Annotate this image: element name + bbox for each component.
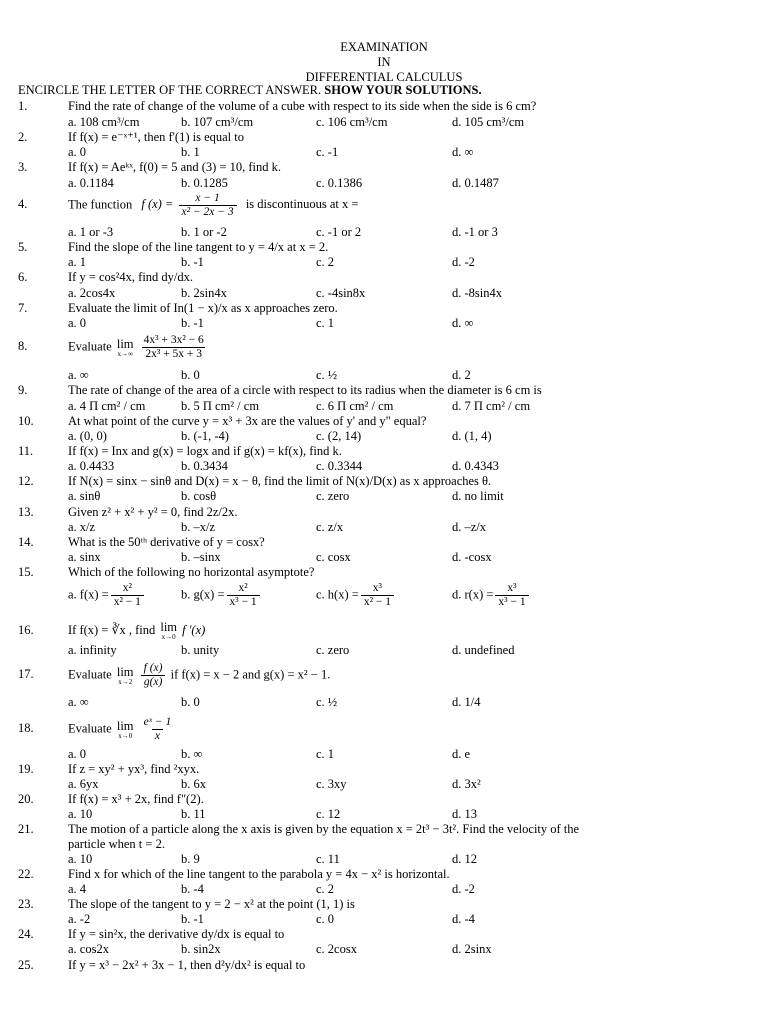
choice-c[interactable]: c. 12 xyxy=(316,807,341,821)
limit-label: lim xyxy=(116,664,134,679)
question-number: 11. xyxy=(18,444,34,458)
choice-c[interactable]: c. 106 cm³/cm xyxy=(316,115,388,129)
choice-c[interactable]: c. 0.1386 xyxy=(316,176,363,190)
question-number: 12. xyxy=(18,474,34,488)
limit-operator xyxy=(160,621,177,641)
choice-c[interactable]: c. (2, 14) xyxy=(316,429,362,443)
question-text-end: if f(x) = x − 2 and g(x) = x² − 1. xyxy=(170,667,331,682)
question-number: 17. xyxy=(18,667,34,682)
choice-d-label: d. r(x) = xyxy=(452,587,494,602)
function-fraction xyxy=(179,192,237,219)
choice-d[interactable]: d. -8sin4x xyxy=(452,286,502,300)
fraction-numerator: f (x) xyxy=(143,662,163,674)
choice-d[interactable]: d. 105 cm³/cm xyxy=(452,115,525,129)
question-number: 24. xyxy=(18,927,34,941)
choice-a-fraction xyxy=(111,582,144,609)
question-text: The function xyxy=(68,197,133,212)
choice-b[interactable]: b. 11 xyxy=(181,807,206,821)
choice-d[interactable]: d. 3x² xyxy=(452,777,481,791)
choice-d[interactable]: d. 2 xyxy=(452,368,471,382)
choice-b[interactable]: b. -1 xyxy=(181,255,204,269)
exam-title: EXAMINATION xyxy=(340,40,428,54)
question-text: The rate of change of the area of a circle with respect to its radius when the diameter is 6 cm is xyxy=(68,383,542,397)
choice-c[interactable]: c. -1 xyxy=(316,145,339,159)
fraction-denominator: x³ − 1 xyxy=(227,595,260,609)
choice-c[interactable]: c. 0.3344 xyxy=(316,459,363,473)
choice-b-label: b. g(x) = xyxy=(181,587,225,602)
question-text: Find the rate of change of the volume of a cube with respect to its side when the side is 6 cm? xyxy=(68,99,537,113)
question-number: 3. xyxy=(18,160,28,174)
choice-b[interactable]: b. 0 xyxy=(181,368,200,382)
question-text: Evaluate xyxy=(68,721,112,736)
question-text: If y = sin²x, the derivative dy/dx is equal to xyxy=(68,927,285,941)
choice-a[interactable]: a. infinity xyxy=(68,643,117,657)
fraction-numerator: x³ xyxy=(507,582,517,594)
choice-b[interactable]: b. –x/z xyxy=(181,520,216,534)
choice-d[interactable] xyxy=(452,582,531,609)
fraction-numerator: 4x³ + 3x² − 6 xyxy=(143,334,204,346)
fraction-denominator: x² − 2x − 3 xyxy=(179,205,237,219)
question-number: 25. xyxy=(18,958,34,972)
question-number: 19. xyxy=(18,762,34,776)
choice-a[interactable]: a. cos2x xyxy=(68,942,109,956)
fraction-numerator: x² xyxy=(238,582,248,594)
choice-c[interactable]: c. cosx xyxy=(316,550,351,564)
limit-fraction xyxy=(141,716,175,743)
choice-d[interactable]: d. 2sinx xyxy=(452,942,492,956)
question-number: 15. xyxy=(18,565,34,579)
choice-c[interactable]: c. ½ xyxy=(316,368,338,382)
limit-label: lim xyxy=(160,620,178,634)
choice-c[interactable]: c. -1 or 2 xyxy=(316,225,362,239)
limit-operator xyxy=(117,338,134,358)
question-text: If f(x) = e⁻ˣ⁺¹, then f'(1) is equal to xyxy=(68,130,244,144)
choice-a[interactable]: a. 4 Π cm² / cm xyxy=(68,399,146,413)
choice-d[interactable]: d. -4 xyxy=(452,912,475,926)
choice-a[interactable]: a. -2 xyxy=(68,912,91,926)
question-text: What is the 50ᵗʰ derivative of y = cosx? xyxy=(68,535,265,549)
choice-d[interactable]: d. -cosx xyxy=(452,550,492,564)
limit-subscript: x→2 xyxy=(118,677,133,686)
choice-b[interactable]: b. ∞ xyxy=(181,747,203,761)
limit-subscript: x→0 xyxy=(161,633,176,641)
choice-d[interactable]: d. 13 xyxy=(452,807,477,821)
choice-a[interactable]: a. 0 xyxy=(68,316,87,330)
limit-fraction xyxy=(141,334,207,361)
choice-b[interactable]: b. 9 xyxy=(181,852,200,866)
limit-operator xyxy=(117,666,134,686)
choice-a[interactable]: a. 10 xyxy=(68,852,93,866)
question-number: 4. xyxy=(18,197,28,212)
choice-d[interactable]: d. -1 or 3 xyxy=(452,225,498,239)
choice-c[interactable]: c. 0 xyxy=(316,912,335,926)
question-text: Find the slope of the line tangent to y = 4/x at x = 2. xyxy=(68,240,329,254)
choice-a[interactable]: a. 2cos4x xyxy=(68,286,116,300)
question-text-end: f '(x) xyxy=(182,622,206,637)
choice-a[interactable]: a. 0.1184 xyxy=(68,176,114,190)
question-text: Evaluate the limit of In(1 − x)/x as x approaches zero. xyxy=(68,301,338,315)
choice-b[interactable]: b. 0.3434 xyxy=(181,459,228,473)
question-number: 23. xyxy=(18,897,34,911)
choice-c[interactable]: c. 3xy xyxy=(316,777,347,791)
fraction-numerator: x³ xyxy=(372,582,382,594)
choice-a-label: a. f(x) = xyxy=(68,587,109,602)
choice-c[interactable]: c. 2 xyxy=(316,255,335,269)
choice-d[interactable]: d. 7 Π cm² / cm xyxy=(452,399,531,413)
limit-label: lim xyxy=(116,336,134,351)
exam-subject: DIFFERENTIAL CALCULUS xyxy=(305,70,463,84)
choice-b[interactable]: b. unity xyxy=(181,643,220,657)
choice-d[interactable]: d. e xyxy=(452,747,471,761)
choice-d[interactable]: d. 12 xyxy=(452,852,477,866)
choice-b[interactable]: b. 0.1285 xyxy=(181,176,228,190)
choice-a[interactable]: a. x/z xyxy=(68,520,96,534)
choice-b[interactable]: b. 1 or -2 xyxy=(181,225,227,239)
function-label: f (x) = xyxy=(141,197,174,212)
choice-d[interactable]: d. (1, 4) xyxy=(452,429,492,443)
question-number: 13. xyxy=(18,505,34,519)
choice-a[interactable]: a. ∞ xyxy=(68,368,89,382)
exam-title-in: IN xyxy=(377,55,391,69)
choice-c[interactable]: c. zero xyxy=(316,643,350,657)
choice-a[interactable]: a. sinθ xyxy=(68,489,101,503)
choice-d-fraction xyxy=(495,582,528,609)
choice-c[interactable]: c. 6 Π cm² / cm xyxy=(316,399,394,413)
question-text: Given z² + x² + y² = 0, find 2z/2x. xyxy=(68,505,238,519)
choice-c[interactable]: c. ½ xyxy=(316,695,338,709)
question-text: Evaluate xyxy=(68,339,112,354)
choice-d[interactable]: d. -2 xyxy=(452,882,475,896)
choice-a[interactable]: a. 1 xyxy=(68,255,87,269)
question-text: The slope of the tangent to y = 2 − x² at the point (1, 1) is xyxy=(68,897,355,911)
choice-a[interactable]: a. sinx xyxy=(68,550,101,564)
question-text-end: is discontinuous at x = xyxy=(245,197,359,212)
question-text: At what point of the curve y = x³ + 3x are the values of y' and y" equal? xyxy=(68,414,427,428)
choice-d[interactable]: d. no limit xyxy=(452,489,504,503)
choice-b[interactable]: b. sin2x xyxy=(181,942,221,956)
choice-a[interactable]: a. 108 cm³/cm xyxy=(68,115,140,129)
fraction-numerator: x² xyxy=(122,582,132,594)
question-number: 6. xyxy=(18,270,28,284)
choice-d[interactable]: d. 0.4343 xyxy=(452,459,499,473)
choice-a[interactable]: a. 10 xyxy=(68,807,93,821)
instructions-bold: SHOW YOUR SOLUTIONS. xyxy=(324,83,482,97)
question-text: Evaluate xyxy=(68,667,112,682)
fraction-denominator: x³ − 1 xyxy=(495,595,528,609)
question-number: 14. xyxy=(18,535,34,549)
choice-d[interactable]: d. ∞ xyxy=(452,316,474,330)
question-number: 18. xyxy=(18,721,34,736)
choice-d[interactable]: d. undefined xyxy=(452,643,515,657)
fraction-denominator: 2x³ + 5x + 3 xyxy=(142,347,205,361)
choice-c[interactable]: c. 2 xyxy=(316,882,335,896)
fraction-numerator: eˣ − 1 xyxy=(143,716,172,728)
limit-subscript: x→0 xyxy=(118,731,133,740)
question-number: 21. xyxy=(18,822,34,836)
limit-fraction xyxy=(141,662,166,689)
question-number: 5. xyxy=(18,240,28,254)
question-text: If f(x) = x³ + 2x, find f"(2). xyxy=(68,792,204,806)
fraction-denominator: g(x) xyxy=(141,675,166,689)
choice-c-fraction xyxy=(361,582,394,609)
question-number: 8. xyxy=(18,339,28,354)
question-number: 1. xyxy=(18,99,28,113)
limit-operator xyxy=(117,720,134,740)
choice-b[interactable]: b. 2sin4x xyxy=(181,286,227,300)
limit-label: lim xyxy=(116,718,134,733)
choice-c[interactable]: c. -4sin8x xyxy=(316,286,366,300)
choice-a[interactable]: a. 0.4433 xyxy=(68,459,115,473)
question-text: If N(x) = sinx − sinθ and D(x) = x − θ, find the limit of N(x)/D(x) as x approaches θ. xyxy=(68,474,492,488)
choice-d[interactable]: d. -2 xyxy=(452,255,475,269)
choice-a[interactable]: a. 4 xyxy=(68,882,87,896)
fraction-denominator: x² − 1 xyxy=(111,595,144,609)
choice-c[interactable]: c. 2cosx xyxy=(316,942,357,956)
question-text: Which of the following no horizontal asymptote? xyxy=(68,565,315,579)
choice-b[interactable]: b. 6x xyxy=(181,777,206,791)
choice-d[interactable]: d. 0.1487 xyxy=(452,176,499,190)
limit-subscript: x→∞ xyxy=(117,349,133,358)
choice-c[interactable]: c. 11 xyxy=(316,852,340,866)
choice-c[interactable]: c. 1 xyxy=(316,747,335,761)
choice-c[interactable] xyxy=(316,582,396,609)
choice-a[interactable]: a. 0 xyxy=(68,145,87,159)
choice-a[interactable]: a. 0 xyxy=(68,747,87,761)
instructions xyxy=(18,83,482,97)
choice-d[interactable]: d. ∞ xyxy=(452,145,474,159)
question-number: 2. xyxy=(18,130,28,144)
question-text: If y = cos²4x, find dy/dx. xyxy=(68,270,194,284)
choice-a[interactable]: a. 1 or -3 xyxy=(68,225,114,239)
question-text: If z = xy² + yx³, find ²xyx. xyxy=(68,762,200,776)
question-text: If f(x) = ∛x , find xyxy=(68,622,156,637)
choice-a[interactable] xyxy=(68,582,146,609)
question-number: 9. xyxy=(18,383,28,397)
fraction-denominator: x² − 1 xyxy=(361,595,394,609)
choice-a[interactable]: a. (0, 0) xyxy=(68,429,107,443)
choice-c[interactable]: c. 1 xyxy=(316,316,335,330)
question-text-continued: particle when t = 2. xyxy=(68,837,165,851)
question-text: If y = x³ − 2x² + 3x − 1, then d²y/dx² is equal to xyxy=(68,958,306,972)
choice-a[interactable]: a. ∞ xyxy=(68,695,89,709)
choice-b[interactable]: b. cosθ xyxy=(181,489,217,503)
instructions-text: ENCIRCLE THE LETTER OF THE CORRECT ANSWER. xyxy=(18,83,325,97)
question-text: The motion of a particle along the x axis is given by the equation x = 2t³ − 3t². Find the velocity of the xyxy=(68,822,580,836)
question-text: If f(x) = Aeᵏˣ, f(0) = 5 and (3) = 10, find k. xyxy=(68,160,282,174)
choice-b[interactable]: b. (-1, -4) xyxy=(181,429,229,443)
choice-a[interactable]: a. 6yx xyxy=(68,777,99,791)
question-number: 7. xyxy=(18,301,28,315)
choice-b[interactable]: b. -1 xyxy=(181,316,204,330)
choice-c[interactable]: c. z/x xyxy=(316,520,344,534)
question-number: 16. xyxy=(18,622,34,637)
choice-b[interactable] xyxy=(181,582,262,609)
question-number: 10. xyxy=(18,414,34,428)
question-number: 20. xyxy=(18,792,34,806)
fraction-denominator: x xyxy=(152,729,163,743)
choice-d[interactable]: d. 1/4 xyxy=(452,695,481,709)
choice-b[interactable]: b. –sinx xyxy=(181,550,221,564)
choice-b[interactable]: b. 0 xyxy=(181,695,200,709)
choice-c[interactable]: c. zero xyxy=(316,489,350,503)
fraction-numerator: x − 1 xyxy=(195,192,220,204)
choice-c-label: c. h(x) = xyxy=(316,587,359,602)
question-number: 22. xyxy=(18,867,34,881)
choice-b[interactable]: b. -4 xyxy=(181,882,204,896)
choice-b[interactable]: b. 107 cm³/cm xyxy=(181,115,254,129)
choice-b[interactable]: b. 1 xyxy=(181,145,200,159)
choice-b[interactable]: b. 5 Π cm² / cm xyxy=(181,399,260,413)
question-text: Find x for which of the line tangent to the parabola y = 4x − x² is horizontal. xyxy=(68,867,450,881)
choice-b[interactable]: b. -1 xyxy=(181,912,204,926)
question-text: If f(x) = Inx and g(x) = logx and if g(x) = kf(x), find k. xyxy=(68,444,342,458)
choice-b-fraction xyxy=(227,582,260,609)
choice-d[interactable]: d. –z/x xyxy=(452,520,487,534)
